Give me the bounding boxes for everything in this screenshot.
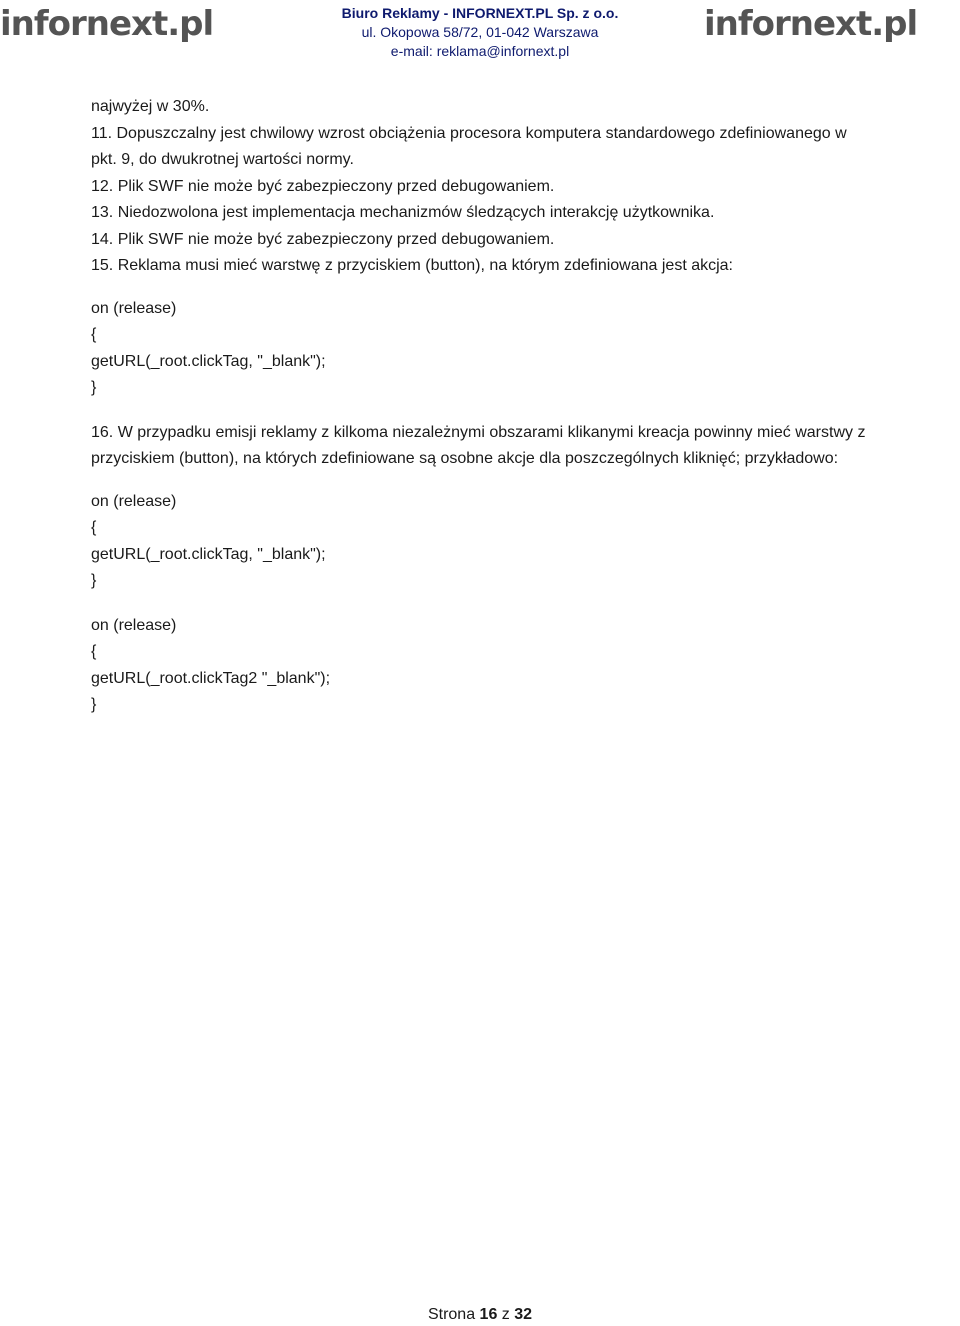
code-line: { xyxy=(91,643,97,660)
page-word: Strona xyxy=(427,1306,476,1323)
page-footer xyxy=(0,1304,960,1326)
code-line: { xyxy=(91,326,97,343)
code-line: getURL(_root.clickTag2 "_blank"); xyxy=(91,669,331,687)
code-line: on (release) xyxy=(91,492,177,510)
document-body xyxy=(91,94,871,719)
total-pages-number: 32 xyxy=(514,1306,533,1323)
list-item-14: 14. Plik SWF nie może być zabezpieczony przed debugowaniem. xyxy=(91,230,555,248)
infornext-logo xyxy=(0,2,256,52)
code-line: } xyxy=(91,572,97,589)
company-email: e-mail: reklama@infornext.pl xyxy=(390,43,570,59)
code-line: on (release) xyxy=(91,616,177,634)
current-page-number: 16 xyxy=(479,1306,498,1323)
logo-wordmark: infornext.pl xyxy=(0,4,214,44)
infornext-logo-right xyxy=(704,2,960,52)
page-header xyxy=(0,0,960,60)
code-line: } xyxy=(91,696,97,713)
of-word: z xyxy=(501,1306,510,1323)
text-line: najwyżej w 30%. xyxy=(91,98,210,115)
code-block-3 xyxy=(91,613,871,719)
code-line: } xyxy=(91,379,97,396)
code-line: getURL(_root.clickTag, "_blank"); xyxy=(91,545,326,563)
company-name: Biuro Reklamy - INFORNEXT.PL Sp. z o.o. xyxy=(341,5,619,21)
list-item-11: 11. Dopuszczalny jest chwilowy wzrost obciążenia procesora komputera standardowego zdefiniowanego w pkt. 9, do dwukrotnej wartości normy. xyxy=(91,124,847,168)
company-address: ul. Okopowa 58/72, 01-042 Warszawa xyxy=(361,24,599,40)
list-item-12: 12. Plik SWF nie może być zabezpieczony przed debugowaniem. xyxy=(91,177,555,195)
list-item-16: 16. W przypadku emisji reklamy z kilkoma niezależnymi obszarami klikanymi kreacja powinny mieć warstwy z przyciskiem (button), na których zdefiniowane są osobne akcje dla poszczególnych kliknięć; przykładowo: xyxy=(91,423,866,467)
code-line: { xyxy=(91,519,97,536)
company-info xyxy=(280,4,680,61)
list-item-15: 15. Reklama musi mieć warstwę z przyciskiem (button), na którym zdefiniowana jest akcja: xyxy=(91,257,733,274)
code-line: getURL(_root.clickTag, "_blank"); xyxy=(91,352,326,370)
code-block-2 xyxy=(91,489,871,595)
code-line: on (release) xyxy=(91,299,177,317)
code-block-1 xyxy=(91,296,871,402)
logo-wordmark-right: infornext.pl xyxy=(704,4,918,44)
list-item-13: 13. Niedozwolona jest implementacja mechanizmów śledzących interakcję użytkownika. xyxy=(91,204,715,221)
